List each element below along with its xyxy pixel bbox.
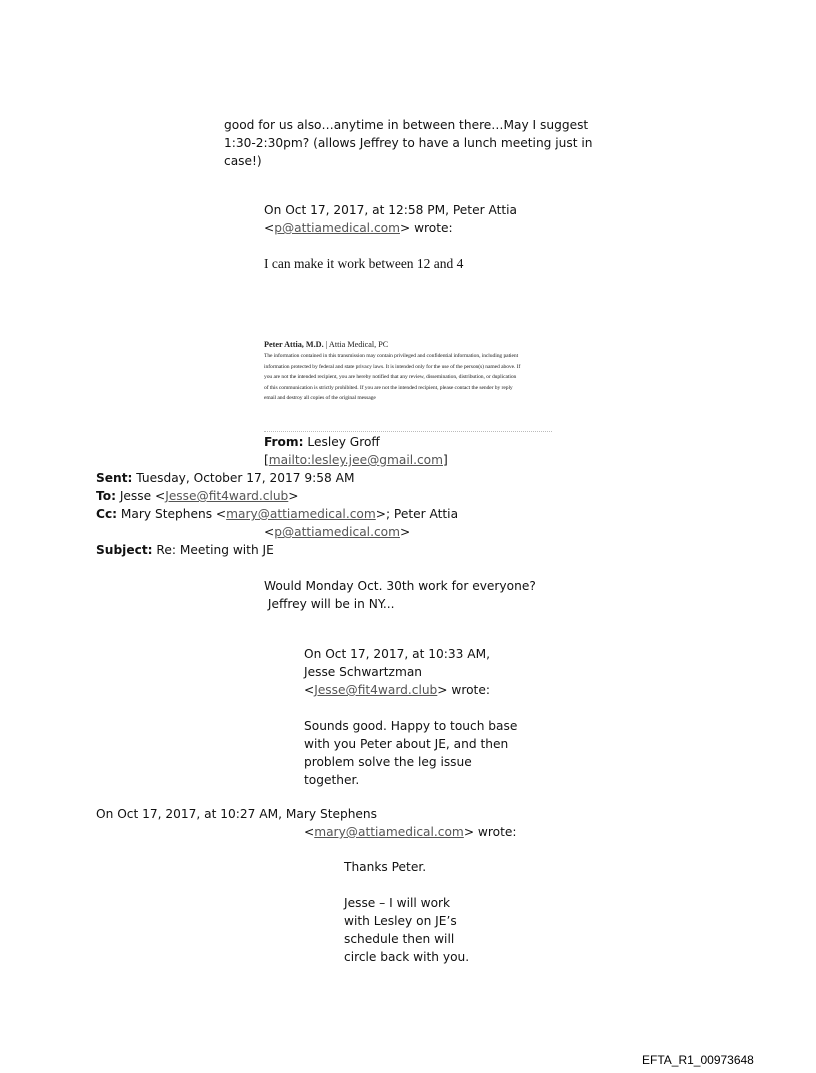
sent-label: Sent: [96, 471, 133, 485]
jesse-body-line: Sounds good. Happy to touch base [304, 719, 518, 733]
mary-body-line: Thanks Peter. [344, 860, 427, 874]
from-line: From: Lesley Groff [mailto:lesley.jee@gmail.com] [264, 435, 448, 467]
mary-quote-header: On Oct 17, 2017, at 10:27 AM, Mary Stephens [96, 807, 378, 821]
signature-name [264, 339, 554, 351]
signature-disclaimer-line: The information contained in this transmission may contain privileged and confidential information, including patient [264, 353, 519, 359]
jesse-body-line: with you Peter about JE, and then [304, 737, 509, 751]
jesse-quote-header-line: On Oct 17, 2017, at 10:33 AM, [304, 647, 491, 661]
signature-block [264, 339, 554, 404]
jesse-body-line: problem solve the leg issue [304, 755, 472, 769]
mary-quote-email-line: <mary@attiamedical.com> wrote: [304, 825, 517, 839]
from-label: From: [264, 435, 304, 449]
subject-line [96, 541, 274, 559]
jesse-body-line: together. [304, 773, 360, 787]
lesley-body-line: Would Monday Oct. 30th work for everyone? [264, 579, 536, 593]
peter-email-link[interactable]: p@attiamedical.com [274, 221, 400, 235]
mary-body [344, 858, 469, 966]
jesse-quote [304, 645, 517, 789]
top-reply-line: case!) [224, 154, 262, 168]
jesse-email-link[interactable]: Jesse@fit4ward.club [314, 683, 438, 697]
jesse-quote-header-line: Jesse Schwartzman [304, 665, 423, 679]
signature-org: | Attia Medical, PC [323, 340, 389, 349]
to-line: To: Jesse <Jesse@fit4ward.club> [96, 489, 299, 503]
signature-disclaimer-line: email and destroy all copies of the original message [264, 395, 376, 402]
top-reply [224, 116, 593, 170]
cc-line-2: <p@attiamedical.com> [264, 525, 411, 539]
subject-value: Re: Meeting with JE [156, 543, 274, 557]
peter-quote-body: I can make it work between 12 and 4 [264, 256, 464, 271]
top-reply-line: 1:30-2:30pm? (allows Jeffrey to have a lunch meeting just in [224, 136, 593, 150]
peter-quote-email-line: <p@attiamedical.com> wrote: [264, 221, 453, 235]
signature-disclaimer-line: of this communication is strictly prohibited. If you are not the intended recipient, please contact the sender by reply [264, 384, 513, 391]
lesley-body [264, 577, 536, 613]
mary-body-line: with Lesley on JE’s [344, 914, 457, 928]
cc-line: Cc: Mary Stephens <mary@attiamedical.com>; Peter Attia [96, 507, 459, 521]
lesley-body-line: Jeffrey will be in NY... [264, 597, 395, 611]
signature-disclaimer-line: you are not the intended recipient, you are hereby notified that any review, dissemination, distribution, or duplication [264, 374, 517, 381]
document-id: EFTA_R1_00973648 [642, 1053, 754, 1067]
sent-value: Tuesday, October 17, 2017 9:58 AM [136, 471, 355, 485]
signature-name-text: Peter Attia, M.D. [264, 340, 324, 349]
to-email-link[interactable]: Jesse@fit4ward.club [165, 489, 289, 503]
cc-label: Cc: [96, 507, 118, 521]
signature-disclaimer-line: information protected by federal and state privacy laws. It is intended only for the use of the person(s) named above. If [264, 363, 521, 370]
from-mailto-link[interactable]: mailto:lesley.jee@gmail.com [268, 453, 444, 467]
from-name: Lesley Groff [307, 435, 380, 449]
peter-quote-header [264, 201, 517, 237]
subject-label: Subject: [96, 543, 153, 557]
cc-email-link[interactable]: mary@attiamedical.com [226, 507, 376, 521]
mary-email-link[interactable]: mary@attiamedical.com [314, 825, 464, 839]
mary-body-line: Jesse – I will work [344, 896, 451, 910]
cc-email-link-2[interactable]: p@attiamedical.com [274, 525, 400, 539]
mary-body-line: schedule then will [344, 932, 455, 946]
header-divider [264, 431, 552, 432]
to-label: To: [96, 489, 116, 503]
mary-body-line: circle back with you. [344, 950, 470, 964]
sent-line [96, 469, 355, 487]
top-reply-line: good for us also…anytime in between there…May I suggest [224, 118, 589, 132]
peter-quote-header-line: On Oct 17, 2017, at 12:58 PM, Peter Attia [264, 203, 517, 217]
jesse-quote-email-line: <Jesse@fit4ward.club> wrote: [304, 683, 490, 697]
